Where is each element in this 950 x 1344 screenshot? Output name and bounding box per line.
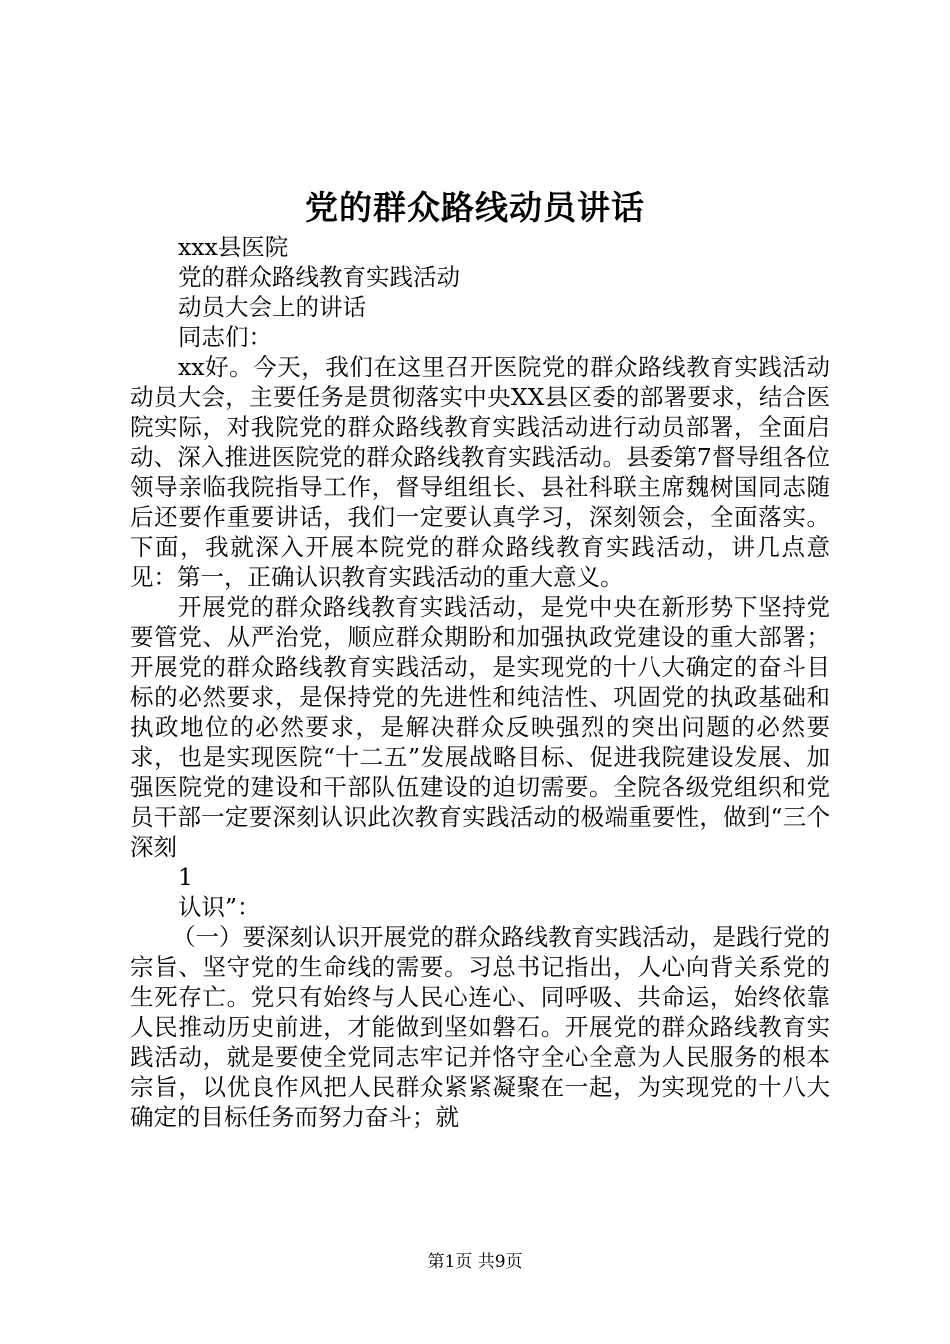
paragraph-section-one: （一）要深刻认识开展党的群众路线教育实践活动，是践行党的宗旨、坚守党的生命线的需要。习总书记指出，人心向背关系党的生死存亡。党只有始终与人民心连心、同呼吸、共命运，始终依靠人民推动历史前进，才能做到坚如磐石。开展党的群众路线教育实践活动，就是要使全党同志牢记并恪守全心全意为人民服务的根本宗旨，以优良作风把人民群众紧紧凝聚在一起，为实现党的十八大确定的目标任务而努力奋斗；就 — [130, 923, 830, 1131]
page-footer: 第1页 共9页 — [427, 1252, 523, 1272]
paragraph-significance: 开展党的群众路线教育实践活动，是党中央在新形势下坚持党要管党、从严治党，顺应群众期盼和加强执政党建设的重大部署；开展党的群众路线教育实践活动，是实现党的十八大确定的奋斗目标的必然要求，是保持党的先进性和纯洁性、巩固党的执政基础和执政地位的必然要求，是解决群众反映强烈的突出问题的必然要求，也是实现医院“十二五”发展战略目标、促进我院建设发展、加强医院党的建设和干部队伍建设的迫切需要。全院各级党组织和党员干部一定要深刻认识此次教育实践活动的极端重要性，做到“三个深刻 — [130, 593, 830, 861]
document-title: 党的群众路线动员讲话 — [305, 188, 645, 227]
header-line-speech: 动员大会上的讲话 — [178, 293, 366, 321]
header-line-hospital: xxx县医院 — [178, 233, 289, 261]
continuation-line: 认识”： — [178, 893, 261, 921]
inline-page-number: 1 — [178, 863, 193, 891]
salutation: 同志们： — [178, 323, 272, 351]
paragraph-opening: xx好。今天，我们在这里召开医院党的群众路线教育实践活动动员大会，主要任务是贯彻落实中央XX县区委的部署要求，结合医院实际，对我院党的群众路线教育实践活动进行动员部署，全面启动、深入推进医院党的群众路线教育实践活动。县委第7督导组各位领导亲临我院指导工作，督导组组长、县社科联主席魏树国同志随后还要作重要讲话，我们一定要认真学习，深刻领会，全面落实。下面，我就深入开展本院党的群众路线教育实践活动，讲几点意见：第一，正确认识教育实践活动的重大意义。 — [130, 353, 830, 591]
document-body — [130, 232, 830, 1132]
header-line-activity: 党的群众路线教育实践活动 — [178, 263, 460, 291]
